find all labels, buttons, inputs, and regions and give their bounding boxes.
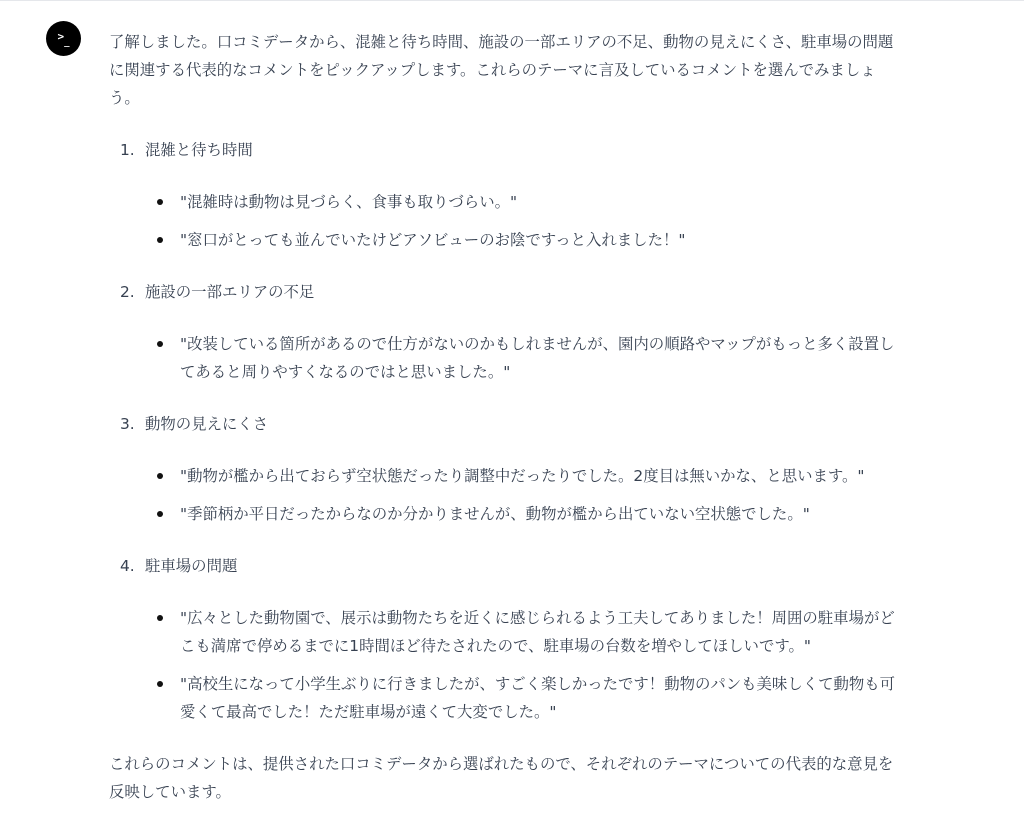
topic-title: 2. 施設の一部エリアの不足	[120, 283, 315, 301]
comment-item: "混雑時は動物は見づらく、食事も取りづらい。"	[109, 188, 899, 216]
bullet-icon	[157, 199, 163, 205]
terminal-prompt-icon: $>_{\_}$	[57, 30, 70, 48]
comment-item: "改装している箇所があるので仕方がないのかもしれませんが、園内の順路やマップがもっと多く設置してあると周りやすくなるのではと思いました。"	[109, 330, 899, 386]
topic-title: 3. 動物の見えにくさ	[120, 415, 269, 433]
message-outro: これらのコメントは、提供された口コミデータから選ばれたもので、それぞれのテーマについての代表的な意見を反映しています。	[109, 755, 894, 801]
comment-item: "高校生になって小学生ぶりに行きましたが、すごく楽しかったです！動物のパンも美味しくて動物も可愛くて最高でした！ただ駐車場が遠くて大変でした。"	[109, 670, 899, 726]
top-divider	[0, 0, 1024, 1]
bullet-icon	[157, 341, 163, 347]
comment-list	[109, 188, 899, 254]
comment-item: "窓口がとっても並んでいたけどアソビューのお陰ですっと入れました！"	[109, 226, 899, 254]
bullet-icon	[157, 615, 163, 621]
assistant-avatar	[46, 21, 81, 56]
bullet-icon	[157, 681, 163, 687]
topic-item	[109, 136, 899, 254]
topic-item	[109, 410, 899, 528]
comment-item: "動物が檻から出ておらず空状態だったり調整中だったりでした。2度目は無いかな、と思います。"	[109, 462, 899, 490]
bullet-icon	[157, 511, 163, 517]
topic-item	[109, 278, 899, 386]
topic-list	[109, 136, 899, 726]
comment-list	[109, 462, 899, 528]
topic-item	[109, 552, 899, 726]
comment-item: "季節柄か平日だったからなのか分かりませんが、動物が檻から出ていない空状態でした。"	[109, 500, 899, 528]
message-intro: 了解しました。口コミデータから、混雑と待ち時間、施設の一部エリアの不足、動物の見えにくさ、駐車場の問題に関連する代表的なコメントをピックアップします。これらのテーマに言及しているコメントを選んでみましょう。	[109, 33, 894, 107]
topic-title: 1. 混雑と待ち時間	[120, 141, 253, 159]
comment-list	[109, 604, 899, 726]
comment-item: "広々とした動物園で、展示は動物たちを近くに感じられるよう工夫してありました！周囲の駐車場がどこも満席で停めるまでに1時間ほど待たされたので、駐車場の台数を増やしてほしいです。"	[109, 604, 899, 660]
bullet-icon	[157, 473, 163, 479]
comment-list	[109, 330, 899, 386]
assistant-message	[109, 28, 899, 806]
topic-title: 4. 駐車場の問題	[120, 557, 238, 575]
bullet-icon	[157, 237, 163, 243]
